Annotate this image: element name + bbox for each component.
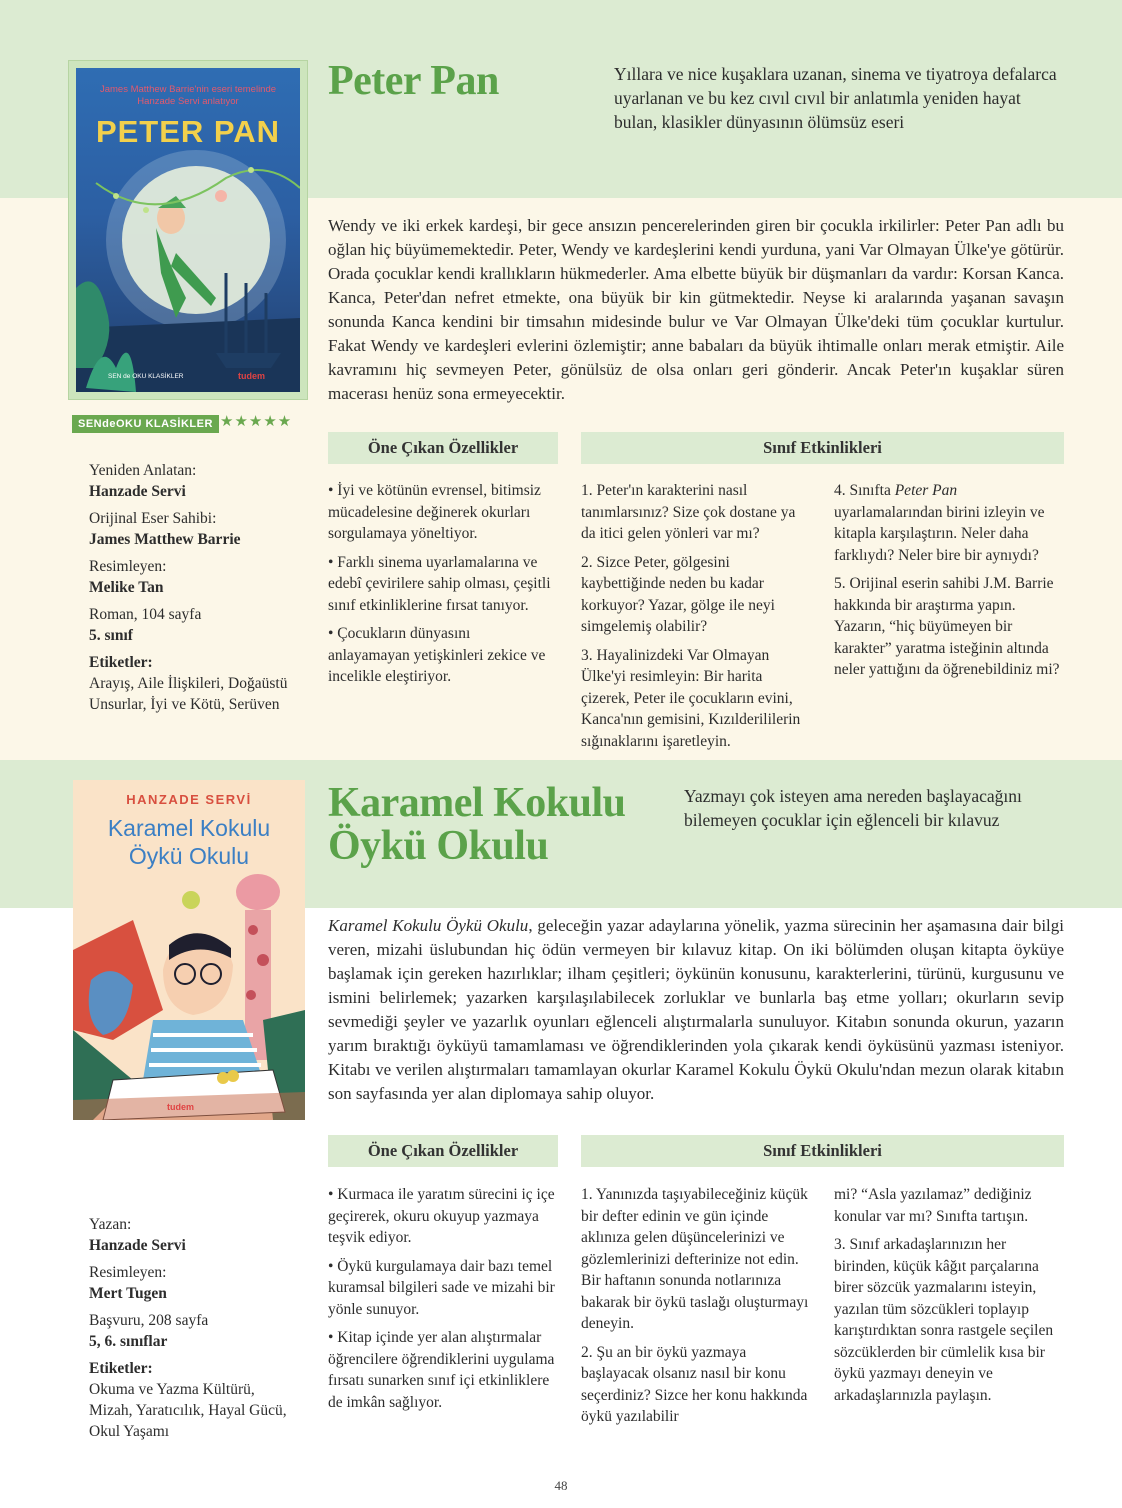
activity-item: mi? “Asla yazılamaz” dediğiniz konular var mı? Sınıfta tartışın. xyxy=(834,1186,1032,1225)
karamel-title-line1: Karamel Kokulu xyxy=(328,780,626,826)
peter-pan-activities-right xyxy=(834,480,1064,688)
illustrator-label: Resimleyen: xyxy=(89,558,167,575)
peter-pan-cover-publisher: tudem xyxy=(238,371,265,381)
karamel-cover-author: HANZADE SERVİ xyxy=(126,792,252,807)
activity-item: 3. Hayalinizdeki Var Olmayan Ülke'yi resimleyin: Bir harita çizerek, Peter ile çocukların evini, Kanca'nın gemisini, Kızılderililerin sığınaklarını işaretleyin. xyxy=(581,646,801,750)
original-author-label: Orijinal Eser Sahibi: xyxy=(89,510,217,527)
activity4-pre: 4. Sınıfta xyxy=(834,482,895,499)
feature-item: • Farklı sinema uyarlamalarına ve edebî çevirilere sahip olması, çeşitli sınıf etkinliklerine fırsat tanıyor. xyxy=(328,553,551,614)
grade-level: 5, 6. sınıflar xyxy=(89,1333,168,1350)
karamel-description-text xyxy=(328,914,1064,1106)
peter-pan-features-list xyxy=(328,480,553,695)
activity-item: 5. Orijinal eserin sahibi J.M. Barrie hakkında bir araştırma yapın. Yazarın, “hiç büyümeyen bir karakter” yaratma isteğinin altında neler yattığını da öğrenebildiniz mi? xyxy=(834,575,1060,678)
activity4-post: uyarlamalarından birini izleyin ve kitapla karşılaştırın. Neler daha farklıydı? Neler bire bir aynıydı? xyxy=(834,503,1045,564)
page-number: 48 xyxy=(554,1478,568,1493)
tags-label: Etiketler: xyxy=(89,654,153,671)
activity-item: 2. Sizce Peter, gölgesini kaybettiğinde neden bu kadar korkuyor? Yazar, gölge ile neyi simgelemiş olabilir? xyxy=(581,553,775,635)
peter-pan-title: Peter Pan xyxy=(328,58,499,104)
peter-pan-activities-header: Sınıf Etkinlikleri xyxy=(581,432,1064,464)
feature-item: • Çocukların dünyasını anlayamayan yetişkinleri zekice ve incelikle eleştiriyor. xyxy=(328,625,546,685)
tags-value: Arayış, Aile İlişkileri, Doğaüstü Unsurlar, İyi ve Kötü, Serüven xyxy=(89,675,288,713)
karamel-activities-header: Sınıf Etkinlikleri xyxy=(581,1135,1064,1167)
peter-pan-description-text: Wendy ve iki erkek kardeşi, bir gece ansızın pencerelerinden giren bir çocukla irkilirler: Peter Pan adlı bu oğlan hiç büyümemektedir. Peter, Wendy ve kardeşlerini kendi yurduna, yani Var Olmayan Ülke'ye götürür. Orada çocuklar kendi krallıkların hükmederler. Ama elbette büyük bir düşmanları da vardır: Korsan Kanca. Kanca, Peter'dan nefret etmekte, ona büyük bir kin gütmektedir. Neyse ki aralarında yaşanan savaşın sonunda Kanca kendini bir timsahın midesinde bulur ve Var Olmayan Ülke'deki tüm çocuklar kurtulur. Fakat Wendy ve kardeşleri evlerini özlemiştir; anne babaları da büyük ihtimalle onları merak etmiştir. Aile kavramını hiç sevmeyen Peter, gönülsüz de olsa onları geri gönderir. Ancak Peter'ın kuşaklar süren macerası henüz sona ermeyecektir. xyxy=(328,216,1064,403)
peter-pan-description xyxy=(328,214,1064,406)
author-value: Hanzade Servi xyxy=(89,1237,186,1254)
format-pages: Roman, 104 sayfa xyxy=(89,606,202,623)
original-author-value: James Matthew Barrie xyxy=(89,531,241,548)
retold-value: Hanzade Servi xyxy=(89,483,186,500)
karamel-description-body: , geleceğin yazar adaylarına yönelik, yazma sürecinin her aşamasına dair bilgi veren, mizahi üslubundan hiç ödün vermeyen bir kılavuz kitap. On iki bölümden oluşan kitapta öyküye başlamak için gereken hazırlıklar; ilham çeşitleri; öykünün konusunu, karakterlerini, türünü, kurgusunu ve ismini belirlemek; yazarken karşılaşılabilecek zorluklar ve bunlarla baş etme yolları; okurların sevip sevmediği şeyler ve yazarlık oyunları eğlenceli alıştırmalarla sunuluyor. Kitabın sonunda okurun, yazarın yarım bıraktığı öyküyü tamamlaması ve öğrendiklerinden yola çıkarak kendi öyküsünü yazması isteniyor. Kitabı ve verilen alıştırmaları tamamlayan okurlar Karamel Kokulu Öykü Okulu'ndan mezun olarak kitabın son sayfasında yer alan diplomaya sahip oluyor. xyxy=(328,916,1064,1103)
tags-label: Etiketler: xyxy=(89,1360,153,1377)
activity-item xyxy=(834,480,1064,566)
karamel-title-line2: Öykü Okulu xyxy=(328,822,549,869)
activity-item: 1. Yanınızda taşıyabileceğiniz küçük bir defter edinin ve gün içinde aklınıza gelen düşüncelerinizi ve gözlemlerinizi defterinize not edin. Bir haftanın sonunda notlarınıza bakarak bir öykü taslağı oluşturmayı deneyin. xyxy=(581,1186,809,1332)
karamel-meta xyxy=(89,1214,299,1442)
karamel-cover-publisher: tudem xyxy=(167,1102,194,1112)
peter-pan-cover-art xyxy=(76,68,300,392)
peter-pan-cover-series: SEN de OKU KLASİKLER xyxy=(108,373,184,380)
grade-level: 5. sınıf xyxy=(89,627,133,644)
peter-pan-features-header: Öne Çıkan Özellikler xyxy=(328,432,558,464)
karamel-features-list xyxy=(328,1184,560,1420)
karamel-cover xyxy=(73,780,305,1120)
retold-label: Yeniden Anlatan: xyxy=(89,462,197,479)
karamel-title xyxy=(328,782,626,868)
author-label: Yazan: xyxy=(89,1216,132,1233)
feature-item: • Kurmaca ile yaratım sürecini iç içe geçirerek, okuru okuyup yazmaya teşvik ediyor. xyxy=(328,1186,555,1246)
peter-pan-tagline: Yıllara ve nice kuşaklara uzanan, sinema ve tiyatroya defalarca uyarlanan ve bu kez cıvıl cıvıl bir anlatımla yeniden hayat bulan, klasikler dünyasının ölümsüz eseri xyxy=(614,64,1057,132)
karamel-cover-title-line2: Öykü Okulu xyxy=(128,843,250,869)
peter-pan-meta xyxy=(89,460,299,715)
illustrator-label: Resimleyen: xyxy=(89,1264,167,1281)
sendeoku-series-badge: SENdeOKU KLASİKLER xyxy=(72,415,219,433)
feature-item: • Kitap içinde yer alan alıştırmalar öğrencilere öğrendiklerini uygulama fırsatı sunarken sınıf içi etkinliklere de imkân sağlıyor. xyxy=(328,1329,555,1411)
format-pages: Başvuru, 208 sayfa xyxy=(89,1312,209,1329)
peter-pan-cover xyxy=(68,60,308,400)
illustrator-value: Mert Tugen xyxy=(89,1285,167,1302)
feature-item: • İyi ve kötünün evrensel, bitimsiz mücadelesine değinerek okurları sorgulamaya yöneltiyor. xyxy=(328,482,541,542)
peter-pan-cover-authors: James Matthew Barrie'nin eseri temelinde Hanzade Servi anlatıyor xyxy=(99,84,277,107)
peter-pan-activities-left xyxy=(581,480,813,759)
activity-item: 3. Sınıf arkadaşlarınızın her birinden, küçük kâğıt parçalarına birer sözcük yazmalarını isteyin, yazılan tüm sözcükleri toplayıp karıştırdıktan sonra rastgele seçilen sözcüklerden bir cümlelik kısa bir öykü yazmayı deneyin ve arkadaşlarınızla paylaşın. xyxy=(834,1236,1054,1404)
activity-item: 1. Peter'ın karakterini nasıl tanımlarsınız? Size çok dostane ya da itici gelen yönleri var mı? xyxy=(581,482,796,542)
karamel-description xyxy=(328,914,1064,1106)
illustrator-value: Melike Tan xyxy=(89,579,164,596)
feature-item: • Öykü kurgulamaya dair bazı temel kuramsal bilgileri sade ve mizahi bir yönle sunuyor. xyxy=(328,1257,555,1318)
peter-pan-cover-title: PETER PAN xyxy=(95,114,281,149)
rating-stars: ★★★★★ xyxy=(220,414,293,430)
karamel-tagline: Yazmayı çok isteyen ama nereden başlayacağını bilemeyen çocuklar için eğlenceli bir kılavuz xyxy=(684,786,1022,830)
tags-value: Okuma ve Yazma Kültürü, Mizah, Yaratıcılık, Hayal Gücü, Okul Yaşamı xyxy=(89,1381,287,1440)
activity4-title: Peter Pan xyxy=(894,482,958,499)
karamel-activities-right xyxy=(834,1184,1062,1413)
karamel-features-header: Öne Çıkan Özellikler xyxy=(328,1135,558,1167)
karamel-description-title: Karamel Kokulu Öykü Okulu xyxy=(328,916,529,935)
karamel-activities-left xyxy=(581,1184,809,1435)
activity-item: 2. Şu an bir öykü yazmaya başlayacak olsanız nasıl bir konu seçerdiniz? Sizce her konu hakkında öykü yazılabilir xyxy=(581,1343,808,1425)
karamel-cover-title-line1: Karamel Kokulu xyxy=(107,815,271,841)
karamel-cover-title xyxy=(73,814,305,870)
